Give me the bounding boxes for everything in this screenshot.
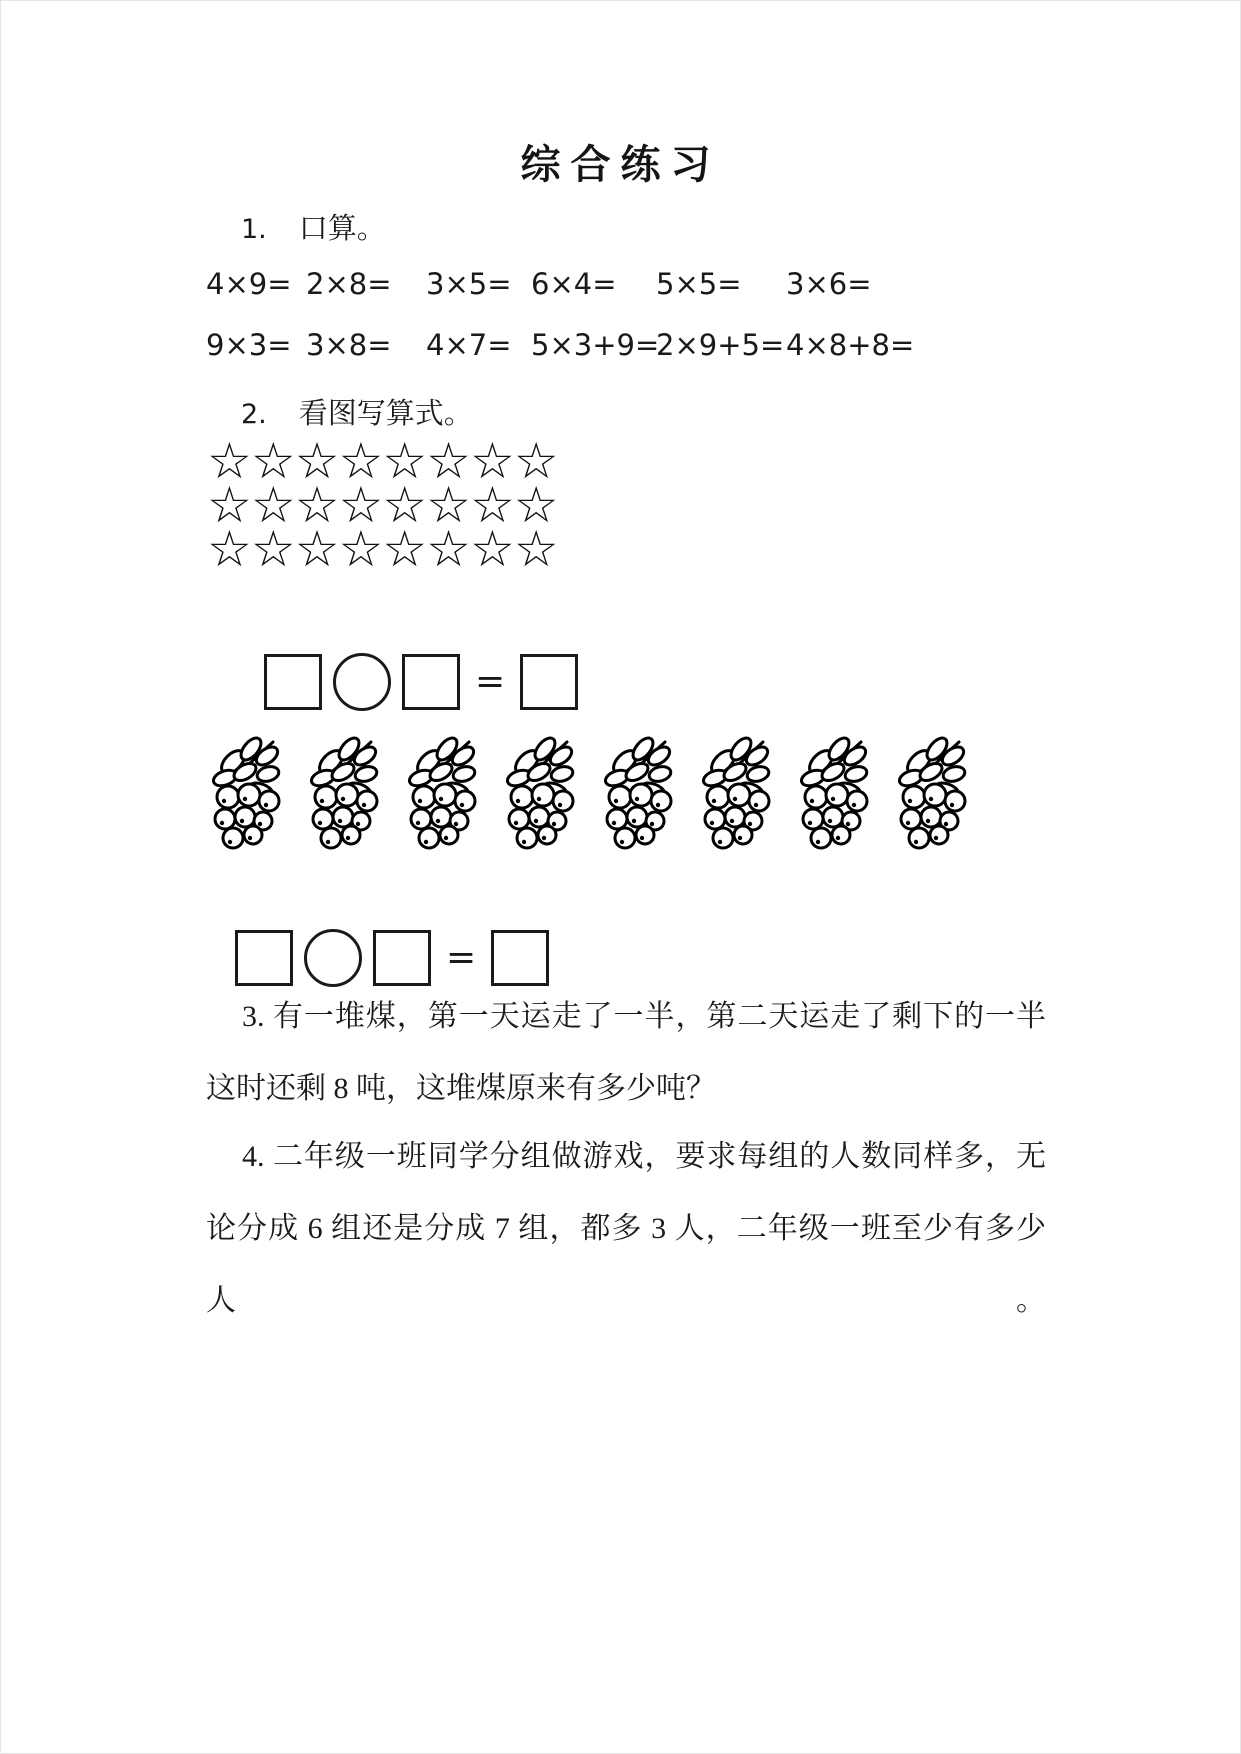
berry-cluster-icon (897, 734, 969, 852)
operator-circle[interactable] (333, 653, 391, 711)
mental-math-row-2 (206, 328, 915, 362)
berry-cluster-icon (603, 734, 675, 852)
result-box[interactable] (520, 654, 578, 710)
berry-cluster-icon (799, 734, 871, 852)
equation-blank-2 (235, 929, 549, 987)
answer-box[interactable] (235, 930, 293, 986)
question-2-heading (241, 391, 473, 432)
math-problem: 2×8= (306, 267, 392, 301)
question-3 (206, 981, 1046, 1125)
question-4-line-2: 论分成 6 组还是分成 7 组，都多 3 人，二年级一班至少有多少人。 (206, 1212, 1046, 1317)
question-2-number: 2. (241, 399, 267, 430)
answer-box[interactable] (402, 654, 460, 710)
math-problem: 6×4= (531, 267, 617, 301)
equals-sign: = (446, 937, 477, 978)
question-2-prompt: 看图写算式。 (298, 398, 473, 430)
page-title: 综合练习 (520, 142, 721, 187)
math-problem: 3×8= (306, 328, 392, 362)
question-4-line-1: 4. 二年级一班同学分组做游戏，要求每组的人数同样多，无 (242, 1140, 1046, 1173)
mental-math-row-1 (206, 267, 906, 301)
math-problem: 9×3= (206, 328, 292, 362)
math-problem: 3×5= (426, 267, 512, 301)
answer-box[interactable] (264, 654, 322, 710)
math-problem: 4×9= (206, 267, 292, 301)
math-problem: 5×3+9= (531, 328, 660, 362)
question-3-line-2: 这时还剩 8 吨，这堆煤原来有多少吨？ (206, 1072, 716, 1105)
equals-sign: = (475, 661, 506, 702)
operator-circle[interactable] (304, 929, 362, 987)
math-problem: 4×7= (426, 328, 512, 362)
question-1-prompt: 口算。 (298, 213, 386, 245)
star-row: ☆☆☆☆☆☆☆☆ (207, 520, 558, 578)
berry-cluster-icon (211, 734, 283, 852)
equation-blank-1 (264, 653, 578, 711)
result-box[interactable] (491, 930, 549, 986)
star-grid (207, 432, 558, 578)
math-problem: 5×5= (656, 267, 742, 301)
berry-row (211, 734, 969, 852)
berry-cluster-icon (701, 734, 773, 852)
question-4 (206, 1121, 1046, 1337)
math-problem: 2×9+5= (656, 328, 785, 362)
berry-cluster-icon (407, 734, 479, 852)
berry-cluster-icon (505, 734, 577, 852)
math-problem: 4×8+8= (786, 328, 915, 362)
star-row: ☆☆☆☆☆☆☆☆ (207, 432, 558, 490)
question-1-number: 1. (241, 214, 267, 245)
answer-box[interactable] (373, 930, 431, 986)
star-row: ☆☆☆☆☆☆☆☆ (207, 476, 558, 534)
berry-cluster-icon (309, 734, 381, 852)
question-1-heading (241, 206, 386, 247)
math-problem: 3×6= (786, 267, 872, 301)
question-3-line-1: 3. 有一堆煤，第一天运走了一半，第二天运走了剩下的一半 (242, 1000, 1046, 1033)
